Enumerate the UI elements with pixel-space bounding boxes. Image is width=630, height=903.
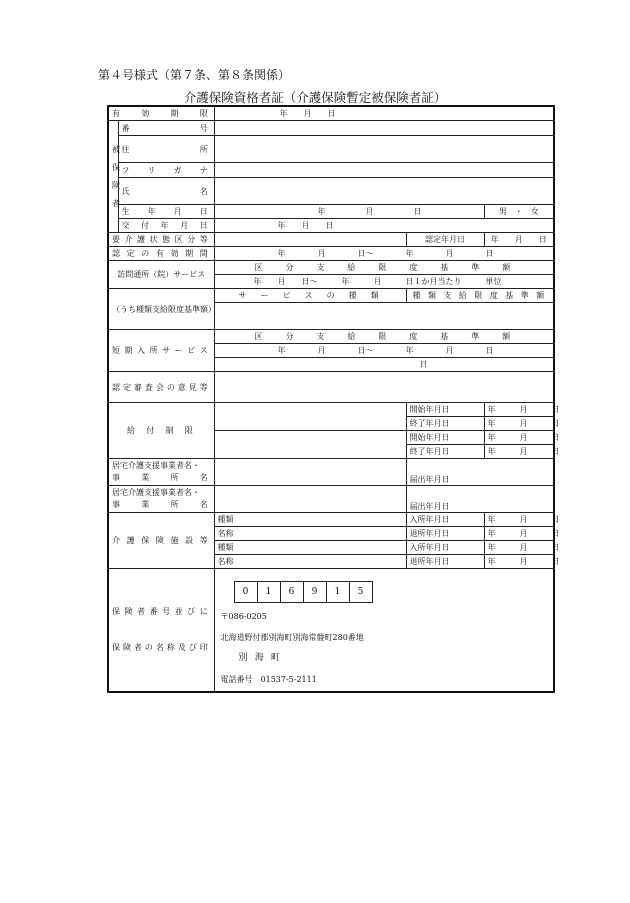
furigana-label: フリガナ xyxy=(118,163,214,178)
care-level-value[interactable] xyxy=(214,233,406,247)
document-title: 介護保険資格者証（介護保険暫定被保険者証） xyxy=(183,90,447,105)
short-stay-period: 年 月 日～ 年 月 日 xyxy=(214,344,554,358)
name-value[interactable] xyxy=(214,178,554,205)
start-date-label: 開始年月日 xyxy=(406,403,484,417)
start-date: 年 月 日 xyxy=(484,403,554,417)
admit-date-label: 入所年月日 xyxy=(406,513,484,527)
opinion-row xyxy=(108,372,554,403)
insurer-number: 0 1 6 9 1 5 xyxy=(235,581,548,603)
number-row xyxy=(108,121,554,136)
support-office-value[interactable] xyxy=(214,459,406,486)
opinion-value[interactable] xyxy=(214,372,554,403)
facility-label: 介護保険施設等 xyxy=(108,513,214,569)
support-office-label: 居宅介護支援事業者名・ 事業所名 xyxy=(108,486,214,513)
birth-label: 生年月日 xyxy=(118,205,214,219)
certificate-table xyxy=(107,105,560,693)
facility-type-label[interactable]: 種類 xyxy=(214,541,406,555)
facility-row-1 xyxy=(108,513,554,527)
end-date: 年 月 日 xyxy=(484,417,554,431)
facility-type-label[interactable]: 種類 xyxy=(214,513,406,527)
facility-name-label[interactable]: 名称 xyxy=(214,527,406,541)
discharge-date-label: 退所年月日 xyxy=(406,527,484,541)
birth-row xyxy=(108,205,554,219)
sex-selector[interactable]: 男 ・ 女 xyxy=(484,205,554,219)
benefit-limit-content-2[interactable] xyxy=(214,431,406,459)
insurer-label: 保険者番号並びに 保険者の名称及び印 xyxy=(108,569,214,693)
discharge-date: 年 月 日 xyxy=(484,527,554,541)
support-office-value[interactable] xyxy=(214,486,406,513)
address-value[interactable] xyxy=(214,136,554,163)
birth-date: 年 月 日 xyxy=(214,205,484,219)
service-type-value[interactable] xyxy=(214,303,554,330)
start-date: 年 月 日 xyxy=(484,431,554,445)
end-date-label: 終了年月日 xyxy=(406,445,484,459)
service-type-header-row xyxy=(108,289,554,303)
insurer-address: 北海道野付郡別海町別海常盤町280番地 xyxy=(220,633,364,642)
address-label: 住所 xyxy=(118,136,214,163)
admit-date: 年 月 日 xyxy=(484,513,554,527)
end-date-label: 終了年月日 xyxy=(406,417,484,431)
address-row xyxy=(108,136,554,163)
furigana-row xyxy=(108,163,554,178)
visit-period: 年 月 日～ 年 月 日１か月当たり 単位 xyxy=(214,275,554,289)
cert-period-label: 認定の有効期間 xyxy=(108,247,214,261)
visit-service-label: 訪問通所（院）サービス xyxy=(108,261,214,289)
validity-row xyxy=(108,106,554,121)
short-stay-limit-label: 区分支給限度基準額 xyxy=(214,330,554,344)
benefit-limit-row-1 xyxy=(108,403,554,417)
discharge-date: 年 月 日 xyxy=(484,555,554,569)
insured-side-label: 被 保 険 者 xyxy=(108,121,118,233)
insurer-row xyxy=(108,569,554,693)
benefit-limit-label: 給付制限 xyxy=(108,403,214,459)
support-office-label: 居宅介護支援事業者名・ 事業所名 xyxy=(108,459,214,486)
cert-date: 年 月 日 xyxy=(484,233,554,247)
notify-date-label: 届出年月日 xyxy=(406,486,554,513)
end-date: 年 月 日 xyxy=(484,445,554,459)
validity-label: 有効期限 xyxy=(108,106,214,121)
insurer-info xyxy=(214,569,554,693)
short-stay-label: 短期入所サービス xyxy=(108,330,214,372)
insurer-phone: 電話番号 01537-5-2111 xyxy=(220,675,317,684)
benefit-limit-content-1[interactable] xyxy=(214,403,406,431)
number-label: 番号 xyxy=(118,121,214,136)
type-limit-note: （うち種類支給限度基準額） xyxy=(108,289,214,330)
admit-date-label: 入所年月日 xyxy=(406,541,484,555)
name-label: 氏名 xyxy=(118,178,214,205)
support-office-row-1 xyxy=(108,459,554,486)
furigana-value[interactable] xyxy=(214,163,554,178)
issue-row xyxy=(108,219,554,233)
start-date-label: 開始年月日 xyxy=(406,431,484,445)
facility-name-label[interactable]: 名称 xyxy=(214,555,406,569)
opinion-label: 認定審査会の意見等 xyxy=(108,372,214,403)
support-office-row-2 xyxy=(108,486,554,513)
form-number: 第４号様式（第７条、第８条関係） xyxy=(98,68,291,82)
type-limit-label: 種類支給限度基準額 xyxy=(406,289,554,303)
cert-period-value: 年 月 日～ 年 月 日 xyxy=(214,247,554,261)
care-level-row xyxy=(108,233,554,247)
notify-date-label: 届出年月日 xyxy=(406,459,554,486)
discharge-date-label: 退所年月日 xyxy=(406,555,484,569)
issue-date: 年 月 日 xyxy=(214,219,554,233)
care-level-label: 要介護状態区分等 xyxy=(108,233,214,247)
admit-date: 年 月 日 xyxy=(484,541,554,555)
validity-date: 年 月 日 xyxy=(214,106,554,121)
insurer-postal: 〒086-0205 xyxy=(220,612,267,621)
insurer-name: 別海町 xyxy=(238,653,288,663)
short-stay-days: 日 xyxy=(214,358,554,372)
short-stay-limit-row xyxy=(108,330,554,344)
issue-label: 交付年月日 xyxy=(118,219,214,233)
cert-period-row xyxy=(108,247,554,261)
cert-date-label: 認定年月日 xyxy=(406,233,484,247)
number-value[interactable] xyxy=(214,121,554,136)
visit-limit-label: 区分支給限度基準額 xyxy=(214,261,554,275)
visit-limit-row xyxy=(108,261,554,275)
name-row xyxy=(108,178,554,205)
service-type-label: サービスの種類 xyxy=(214,289,406,303)
